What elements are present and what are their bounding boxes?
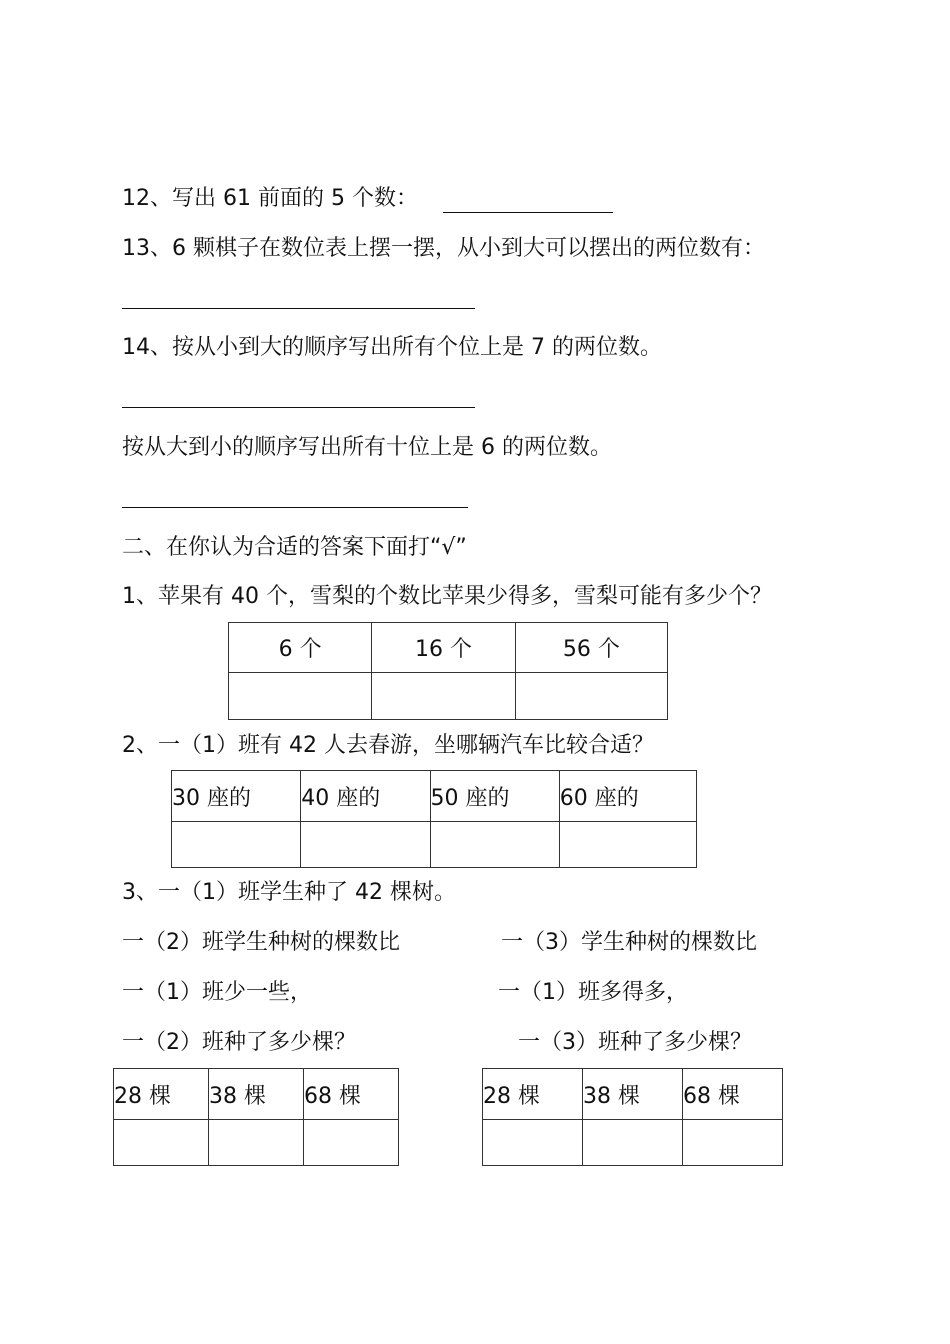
s2-q3-right-check-cell[interactable] bbox=[583, 1120, 683, 1166]
s2-q1-options-table bbox=[228, 622, 668, 720]
s2-q2-check-cell[interactable] bbox=[301, 822, 430, 868]
s2-q3-left-check-cell[interactable] bbox=[209, 1120, 304, 1166]
s2-q3-left-option-label: 68 棵 bbox=[304, 1069, 399, 1120]
answer-blank-13[interactable] bbox=[122, 308, 475, 309]
answer-blank-14a[interactable] bbox=[122, 407, 475, 408]
section-2-title: 二、在你认为合适的答案下面打“√” bbox=[122, 535, 467, 560]
s2-q2-option-label: 60 座的 bbox=[559, 771, 696, 822]
question-14b: 按从大到小的顺序写出所有十位上是 6 的两位数。 bbox=[122, 435, 612, 460]
s2-q3-left-option-label: 38 棵 bbox=[209, 1069, 304, 1120]
s2-q3-left-option-label: 28 棵 bbox=[114, 1069, 209, 1120]
s2-question-3: 3、一（1）班学生种了 42 棵树。 bbox=[122, 880, 456, 905]
s2-question-2: 2、一（1）班有 42 人去春游，坐哪辆汽车比较合适？ bbox=[122, 733, 654, 758]
s2-q3-right-line-1: 一（3）学生种树的棵数比 bbox=[501, 930, 757, 955]
s2-q2-option-label: 40 座的 bbox=[301, 771, 430, 822]
question-13: 13、6 颗棋子在数位表上摆一摆，从小到大可以摆出的两位数有： bbox=[122, 236, 765, 261]
s2-q3-right-option-label: 28 棵 bbox=[483, 1069, 583, 1120]
s2-q2-check-cell[interactable] bbox=[559, 822, 696, 868]
s2-q3-left-check-cell[interactable] bbox=[114, 1120, 209, 1166]
answer-blank-12[interactable] bbox=[443, 212, 613, 213]
s2-q3-left-line-3: 一（2）班种了多少棵？ bbox=[122, 1030, 356, 1055]
s2-q3-right-line-3: 一（3）班种了多少棵？ bbox=[518, 1030, 752, 1055]
s2-q1-check-cell[interactable] bbox=[229, 673, 372, 720]
s2-q3-right-option-label: 68 棵 bbox=[683, 1069, 783, 1120]
s2-q3-right-line-2: 一（1）班多得多， bbox=[498, 980, 688, 1005]
s2-q1-option-label: 56 个 bbox=[515, 623, 667, 673]
s2-q3-left-check-cell[interactable] bbox=[304, 1120, 399, 1166]
s2-q1-option-label: 6 个 bbox=[229, 623, 372, 673]
s2-q1-option-label: 16 个 bbox=[372, 623, 515, 673]
s2-q3-left-line-1: 一（2）班学生种树的棵数比 bbox=[122, 930, 400, 955]
s2-q1-check-cell[interactable] bbox=[515, 673, 667, 720]
answer-blank-14b[interactable] bbox=[122, 507, 468, 508]
s2-question-1: 1、苹果有 40 个，雪梨的个数比苹果少得多，雪梨可能有多少个？ bbox=[122, 584, 772, 609]
s2-q2-option-label: 30 座的 bbox=[172, 771, 301, 822]
s2-q3-left-line-2: 一（1）班少一些， bbox=[122, 980, 312, 1005]
s2-q2-option-label: 50 座的 bbox=[430, 771, 559, 822]
s2-q3-right-check-cell[interactable] bbox=[483, 1120, 583, 1166]
question-12: 12、写出 61 前面的 5 个数： bbox=[122, 186, 418, 211]
s2-q3-right-check-cell[interactable] bbox=[683, 1120, 783, 1166]
s2-q3-right-options-table bbox=[482, 1068, 783, 1166]
s2-q1-check-cell[interactable] bbox=[372, 673, 515, 720]
s2-q3-left-options-table bbox=[113, 1068, 399, 1166]
question-14: 14、按从小到大的顺序写出所有个位上是 7 的两位数。 bbox=[122, 335, 662, 360]
s2-q2-options-table bbox=[171, 770, 697, 868]
s2-q2-check-cell[interactable] bbox=[172, 822, 301, 868]
s2-q2-check-cell[interactable] bbox=[430, 822, 559, 868]
s2-q3-right-option-label: 38 棵 bbox=[583, 1069, 683, 1120]
